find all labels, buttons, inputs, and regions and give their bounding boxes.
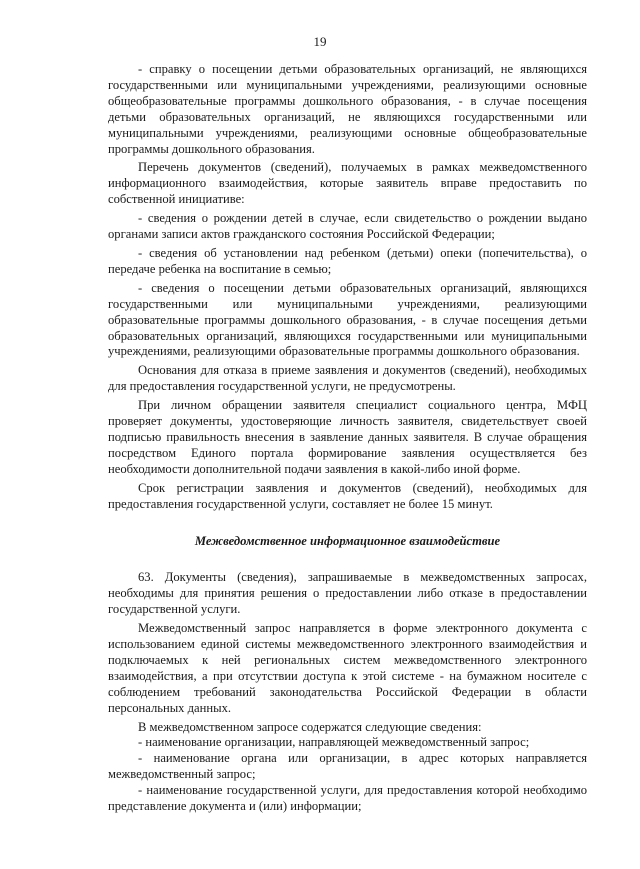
paragraph: 63. Документы (сведения), запрашиваемые в межведомственных запросах, необходимы для принятия решения о предоставлении либо отказе в предоставлении государственной услуги. xyxy=(108,570,587,617)
paragraph: Перечень документов (сведений), получаемых в рамках межведомственного информационного взаимодействия, которые заявитель вправе предоставить по собственной инициативе: xyxy=(108,160,587,207)
list-item: - наименование государственной услуги, для предоставления которой необходимо представление документа и (или) информации; xyxy=(108,783,587,814)
list-item: - сведения об установлении над ребенком (детьми) опеки (попечительства), о передаче ребенка на воспитание в семью; xyxy=(108,245,587,276)
paragraph: Межведомственный запрос направляется в форме электронного документа с использованием единой системы межведомственного электронного взаимодействия и подключаемых к ней региональных систем межведомственного электронного взаимодействия, а при отсутствии доступа к этой системе - на бумажном носителе с соблюдением требований законодательства Российской Федерации в области персональных данных. xyxy=(108,621,587,715)
list-item: - наименование органа или организации, в адрес которых направляется межведомственный запрос; xyxy=(108,751,587,782)
section-heading: Межведомственное информационное взаимодействие xyxy=(194,534,501,549)
paragraph: Основания для отказа в приеме заявления и документов (сведений), необходимых для предоставления государственной услуги, не предусмотрены. xyxy=(108,363,587,394)
list-item: - наименование организации, направляющей межведомственный запрос; xyxy=(138,735,530,750)
paragraph: В межведомственном запросе содержатся следующие сведения: xyxy=(138,719,482,734)
paragraph: - справку о посещении детьми образовательных организаций, не являющихся государственными или муниципальными учреждениями, реализующими основные общеобразовательные программы дошкольного образования, - в случае посещения детьми образовательных организаций, не являющихся государственными или муниципальными учреждениями, реализующими основные общеобразовательные программы дошкольного образования. xyxy=(108,62,587,156)
list-item: - сведения о рождении детей в случае, если свидетельство о рождении выдано органами записи актов гражданского состояния Российской Федерации; xyxy=(108,211,587,242)
paragraph: Срок регистрации заявления и документов (сведений), необходимых для предоставления государственной услуги, составляет не более 15 минут. xyxy=(108,480,587,511)
paragraph: При личном обращении заявителя специалист социального центра, МФЦ проверяет документы, удостоверяющие личность заявителя, свидетельствует своей подписью правильность внесения в заявление данных заявителя. В случае обращения посредством Единого портала формирование заявления осуществляется без необходимости дополнительной подачи заявления в какой-либо иной форме. xyxy=(108,398,587,476)
page-number: 19 xyxy=(313,34,327,49)
document-body xyxy=(108,62,587,815)
list-item: - сведения о посещении детьми образовательных организаций, являющихся государственными или муниципальными учреждениями, реализующими образовательные программы дошкольного образования, - в случае посещения детьми образовательных организаций, являющихся государственными или муниципальными учреждениями, реализующими образовательные программы дошкольного образования. xyxy=(108,280,587,359)
